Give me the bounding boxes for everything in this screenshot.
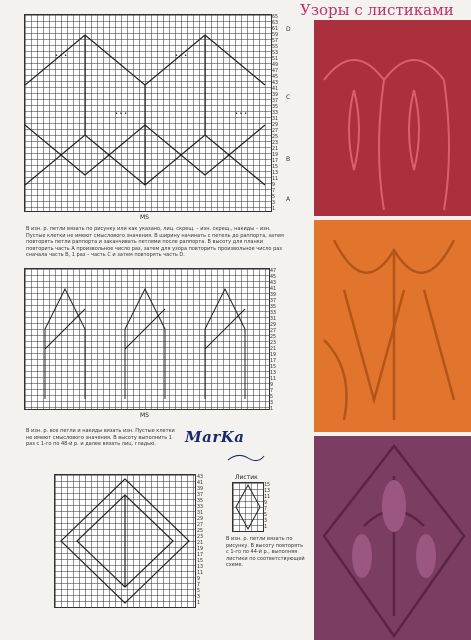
decorative-swirl — [226, 452, 266, 464]
leaf-chart-row-numbers: 15 13 11 9 7 5 3 1 — [264, 482, 271, 530]
svg-text:• • •: • • • — [175, 53, 188, 59]
segment-label-a: A — [286, 196, 291, 203]
leaf-symbol — [233, 483, 263, 531]
chart-1-instructions: В изн. р. петли вязать по рисунку или как указано, лиц. скрещ. – изн. скрещ., накиды – изн. Пустые клетки не имеют смыслового значения. В ширину начинать с петель до раппорта, затем повторять петли раппорта и заканчивать петлями после раппорта. В высоту для планки повторить часть A произвольное число раз, затем для узора повторить произвольное число раз сначала часть B, 1 раз – часть C и затем повторять часть D. — [26, 226, 284, 259]
leaf-chart-title: Листик — [235, 474, 258, 481]
purple-swatch-fill — [314, 436, 471, 640]
chart-2-repeat-label: MS — [140, 412, 149, 419]
purple-leaf-swatch — [314, 436, 471, 640]
chart-1-knitting-grid — [24, 14, 272, 212]
svg-text:• • •: • • • — [235, 111, 248, 117]
chart-3-diamond — [55, 475, 195, 607]
chart-2-instructions: В изн. р. все петли и накиды вязать изн. Пустые клетки не имеют смыслового значения. В высоту выполнить 1 раз с 1-го по 48-й р. и далее вязать лиц. гладью. — [26, 428, 175, 448]
red-leaf-swatch — [314, 20, 471, 216]
svg-text:• • •: • • • — [115, 111, 128, 117]
chart-2-knitting-grid — [24, 268, 270, 410]
page-title: Узоры с листиками — [300, 1, 454, 19]
chart-3-instructions: В изн. р. петли вязать по рисунку. В высоту повторять с 1-го по 44-й р., выполняя листики по соответствующей схеме. — [226, 536, 305, 569]
svg-text:• • •: • • • — [55, 53, 68, 59]
segment-label-b: B — [286, 156, 291, 163]
segment-label-d: D — [286, 26, 291, 33]
chart-3-row-numbers: 43 41 39 37 35 33 31 29 27 25 23 21 19 17 15 13 11 9 7 5 3 1 — [197, 474, 204, 606]
chart-3-knitting-grid — [54, 474, 196, 608]
chart-1-diamond-pattern — [25, 15, 271, 211]
marka-signature: MarKa — [185, 428, 245, 446]
segment-label-c: C — [286, 94, 291, 101]
leaf-chart-grid — [232, 482, 264, 532]
chart-1-row-numbers: 65 63 61 59 57 55 53 51 49 47 45 43 41 39 37 35 33 31 29 27 25 23 21 19 17 15 13 11 9 7 5 3 1 — [272, 14, 279, 212]
chart-1-repeat-label: MS — [140, 214, 149, 221]
chart-2-symbols — [25, 269, 269, 409]
orange-leaf-swatch — [314, 220, 471, 432]
chart-2-row-numbers: 47 45 43 41 39 37 35 33 31 29 27 25 23 21 19 17 15 13 11 9 7 5 3 1 — [270, 268, 277, 412]
